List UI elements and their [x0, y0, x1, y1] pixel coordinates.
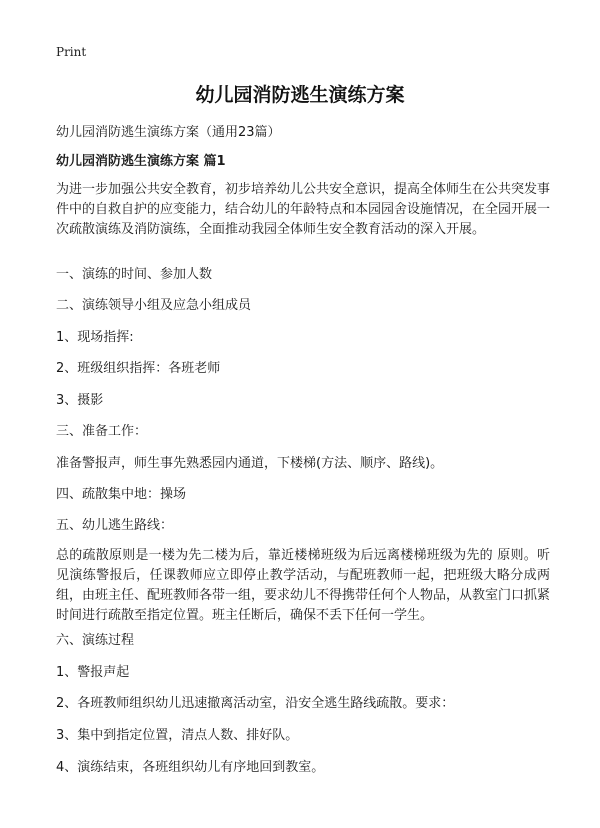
list-item: 四、疏散集中地：操场 — [56, 487, 187, 502]
section-heading: 幼儿园消防逃生演练方案 篇1 — [56, 154, 226, 169]
document-subtitle: 幼儿园消防逃生演练方案（通用23篇） — [56, 125, 281, 140]
list-item: 3、摄影 — [56, 393, 104, 408]
list-item: 2、班级组织指挥：各班老师 — [56, 361, 221, 376]
intro-paragraph: 为进一步加强公共安全教育，初步培养幼儿公共安全意识，提高全体师生在公共突发事件中的自救自护的应变能力，结合幼儿的年龄特点和本园园舍设施情况，在全园开展一次疏散演练及消防演练，全面推动我园全体师生安全教育活动的深入开展。 — [56, 182, 551, 237]
list-item: 一、演练的时间、参加人数 — [56, 267, 213, 282]
list-item: 准备警报声，师生事先熟悉园内通道，下楼梯(方法、顺序、路线)。 — [56, 456, 444, 471]
list-item: 五、幼儿逃生路线： — [56, 518, 174, 533]
list-item: 4、演练结束，各班组织幼儿有序地回到教室。 — [56, 760, 325, 775]
list-item: 二、演练领导小组及应急小组成员 — [56, 298, 252, 313]
list-item: 三、准备工作： — [56, 424, 148, 439]
print-link[interactable]: Print — [56, 45, 87, 59]
route-paragraph: 总的疏散原则是一楼为先二楼为后，靠近楼梯班级为后远离楼梯班级为先的 原则。听见演练警报后，任课教师应立即停止教学活动，与配班教师一起，把班级大略分成两组，由班主任、配班教师各带一组，要求幼儿不得携带任何个人物品，从教室门口抓紧时间进行疏散至指定位置。班主任断后，确保不丢下任何一学生。 — [56, 548, 551, 623]
list-item: 3、集中到指定位置，清点人数、排好队。 — [56, 728, 299, 743]
page-title: 幼儿园消防逃生演练方案 — [195, 84, 405, 106]
list-item: 1、警报声起 — [56, 665, 130, 680]
list-item: 2、各班教师组织幼儿迅速撤离活动室，沿安全逃生路线疏散。要求： — [56, 696, 455, 711]
list-item: 1、现场指挥: — [56, 330, 134, 345]
list-item: 六、演练过程 — [56, 633, 135, 648]
